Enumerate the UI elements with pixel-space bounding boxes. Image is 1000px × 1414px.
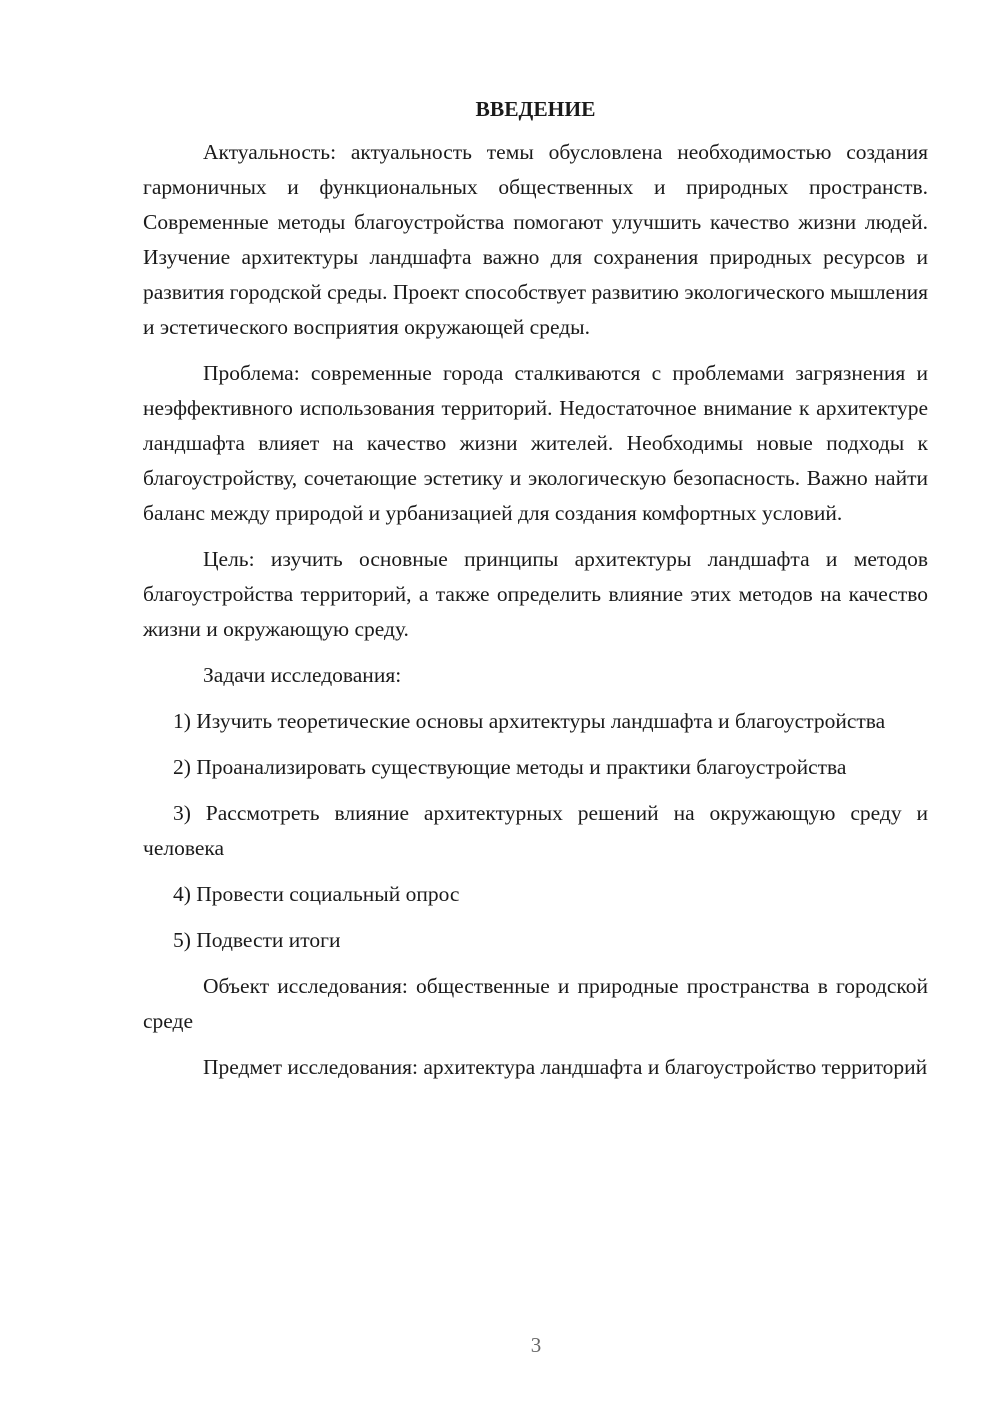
page-title: ВВЕДЕНИЕ [475,97,596,121]
task-item: 3) Рассмотреть влияние архитектурных решений на окружающую среду и человека [143,801,928,860]
task-item: 4) Провести социальный опрос [173,882,460,906]
page-number: 3 [530,1333,542,1357]
task-item: 2) Проанализировать существующие методы и практики благоустройства [173,755,847,779]
subject-paragraph: Предмет исследования: архитектура ландшафта и благоустройство территорий [203,1055,928,1079]
tasks-heading: Задачи исследования: [203,663,402,687]
relevance-paragraph: Актуальность: актуальность темы обусловлена необходимостью создания гармоничных и функциональных общественных и природных пространств. Современные методы благоустройства помогают улучшить качество жизни людей. Изучение архитектуры ландшафта важно для сохранения природных ресурсов и развития городской среды. Проект способствует развитию экологического мышления и эстетического восприятия окружающей среды. [143,140,928,339]
problem-paragraph: Проблема: современные города сталкиваются с проблемами загрязнения и неэффективного использования территорий. Недостаточное внимание к архитектуре ландшафта влияет на качество жизни жителей. Необходимы новые подходы к благоустройству, сочетающие эстетику и экологическую безопасность. Важно найти баланс между природой и урбанизацией для создания комфортных условий. [143,361,928,525]
object-paragraph: Объект исследования: общественные и природные пространства в городской среде [143,974,928,1033]
document-page [143,92,928,1096]
goal-paragraph: Цель: изучить основные принципы архитектуры ландшафта и методов благоустройства территорий, а также определить влияние этих методов на качество жизни и окружающую среду. [143,547,928,641]
task-item: 5) Подвести итоги [173,928,341,952]
task-item: 1) Изучить теоретические основы архитектуры ландшафта и благоустройства [173,709,886,733]
